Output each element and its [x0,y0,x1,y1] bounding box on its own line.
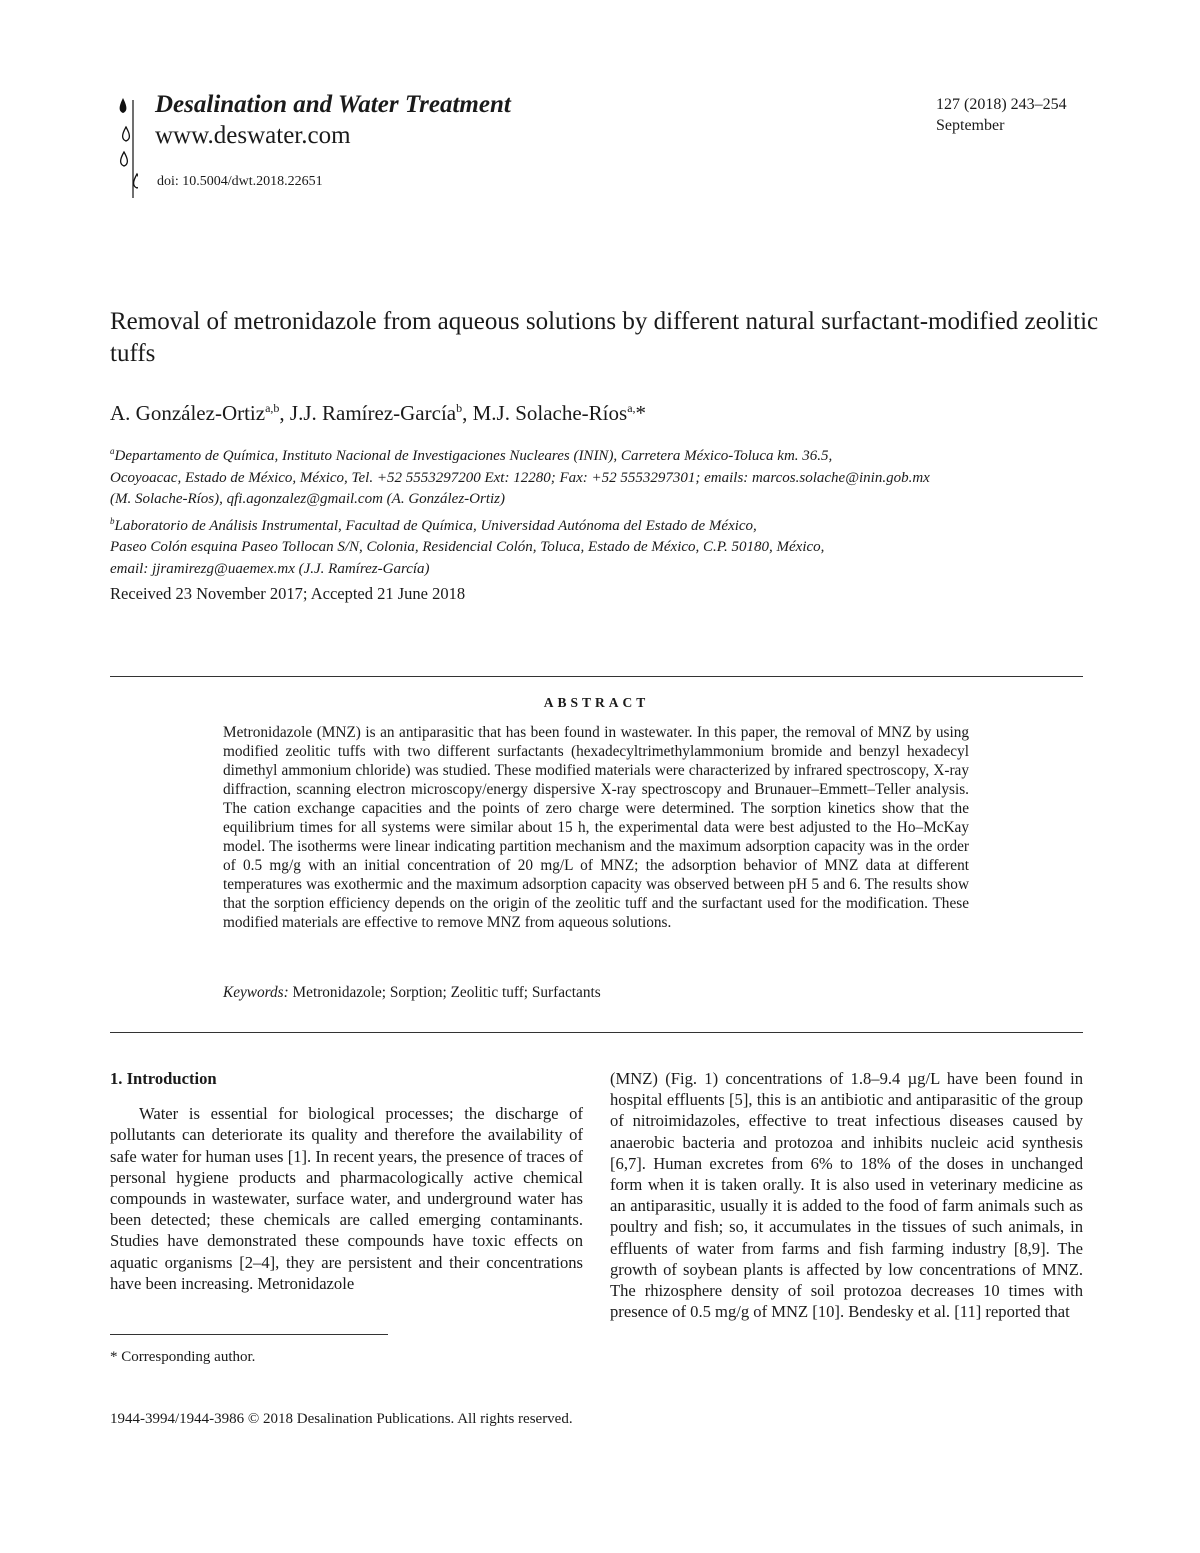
affiliation-line: email: jjramirezg@uaemex.mx (J.J. Ramírez-García) [110,560,430,577]
author-name: M.J. Solache-Ríos [472,401,628,425]
abstract-text: Metronidazole (MNZ) is an antiparasitic that has been found in wastewater. In this paper, the removal of MNZ by using modified zeolitic tuffs with two different surfactants (hexadecyltrimethylammonium bromide and benzyl hexadecyl dimethyl ammonium chloride) was studied. These modified materials were characterized by infrared spectroscopy, X-ray diffraction, scanning electron microscopy/energy dispersive X-ray spectroscopy and Brunauer–Emmett–Teller analysis. The cation exchange capacities and the points of zero charge were determined. The sorption kinetics show that the equilibrium times for all systems were similar about 15 h, the experimental data were best adjusted to the Ho–McKay model. The isotherms were linear indicating partition mechanism and the maximum adsorption capacity was in the order of 0.5 mg/g with an initial concentration of 20 mg/L of MNZ; the adsorption behavior of MNZ data at different temperatures was exothermic and the maximum adsorption capacity was observed between pH 5 and 6. The results show that the sorption efficiency depends on the origin of the zeolitic tuff and the surfactant used for the modification. These modified materials are effective to remove MNZ from aqueous solutions. [223,724,969,931]
issue-month: September [936,117,1005,134]
volume-pages: 127 (2018) 243–254 [936,96,1067,113]
author-affiliation-mark: b [456,401,463,415]
journal-title: Desalination and Water Treatment [155,91,511,118]
affiliation-line: Ocoyoacac, Estado de México, México, Tel. +52 5553297200 Ext: 12280; Fax: +52 5553297301; emails: marcos.solache@inin.gob.mx [110,469,930,486]
affiliation-line: $^b$Laboratorio de Análisis Instrumental, Facultad de Química, Universidad Autónoma del Estado de México, [110,515,757,534]
copyright-notice: 1944-3994/1944-3986 © 2018 Desalination Publications. All rights reserved. [110,1411,573,1427]
corresponding-author-footnote: * Corresponding author. [110,1349,256,1365]
affiliation-mark: a [110,446,115,456]
affiliation-line: (M. Solache-Ríos), qfi.agonzalez@gmail.com (A. González-Ortiz) [110,491,505,507]
abstract-top-rule [110,676,1083,677]
intro-paragraph-continued: (MNZ) (Fig. 1) concentrations of 1.8–9.4 µg/L have been found in hospital effluents [5], this is an antibiotic and antiparasitic of the group of nitroimidazoles, effective to treat infectious diseases caused by anaerobic bacteria and protozoa and inhibits nucleic acid synthesis [6,7]. Human excretes from 6% to 18% of the doses in unchanged form when it is taken orally. It is also used in veterinary medicine as an antiparasitic, usually it is added to the food of farm animals such as poultry and fish; so, it accumulates in the tissues of such animals, in effluents of water from farms and fish farming industry [8,9]. The growth of soybean plants is affected by low concentrations of MNZ. The rhizosphere density of soil protozoa decreases 10 times with presence of 0.5 mg/g of MNZ [10]. Bendesky et al. [11] reported that [610,1069,1083,1322]
author-list: A. González-Ortiz$^{a,b}$, J.J. Ramírez-García$^b$, M.J. Solache-Ríos$^{a,}$* [110,401,647,425]
footnote-rule [110,1334,388,1335]
corresponding-author-mark: * [635,401,647,425]
affiliation-line: Paseo Colón esquina Paseo Tollocan S/N, Colonia, Residencial Colón, Toluca, Estado de México, C.P. 50180, México, [110,539,825,555]
author-name: J.J. Ramírez-García [289,401,457,425]
journal-logo-drops-icon [116,94,138,198]
author-name: A. González-Ortiz [110,401,266,425]
abstract-heading: ABSTRACT [543,695,650,710]
affiliations [110,441,1110,580]
article-title: Removal of metronidazole from aqueous solutions by different natural surfactant-modified zeolitic tuffs [110,308,1099,367]
keywords-label: Keywords: [223,984,289,1001]
affiliation-line: $^a$Departamento de Química, Instituto Nacional de Investigaciones Nucleares (ININ), Carretera México-Toluca km. 36.5, [110,446,833,464]
keywords-list: Metronidazole; Sorption; Zeolitic tuff; Surfactants [292,984,601,1001]
journal-url[interactable]: www.deswater.com [155,122,351,149]
author-affiliation-mark: a,b [265,401,280,415]
abstract-bottom-rule [110,1032,1083,1033]
received-accepted-dates: Received 23 November 2017; Accepted 21 June 2018 [110,584,466,603]
right-column [610,1068,1083,1322]
author-affiliation-mark: a, [627,401,636,415]
volume-info [936,94,1067,136]
keywords [223,984,601,1002]
intro-paragraph-1: Water is essential for biological processes; the discharge of pollutants can deteriorate its quality and therefore the availability of safe water for human uses [1]. In recent years, the presence of traces of personal hygiene products and pharmacologically active chemical compounds in wastewater, surface water, and underground water has been detected; these chemicals are called emerging contaminants. Studies have demonstrated these compounds have toxic effects on aquatic organisms [2–4], they are persistent and their concentrations have been increasing. Metronidazole [110,1104,583,1293]
affiliation-mark: b [110,515,115,526]
section-heading-introduction: 1. Introduction [110,1069,217,1088]
doi[interactable]: doi: 10.5004/dwt.2018.22651 [157,174,323,189]
left-column [110,1068,583,1294]
